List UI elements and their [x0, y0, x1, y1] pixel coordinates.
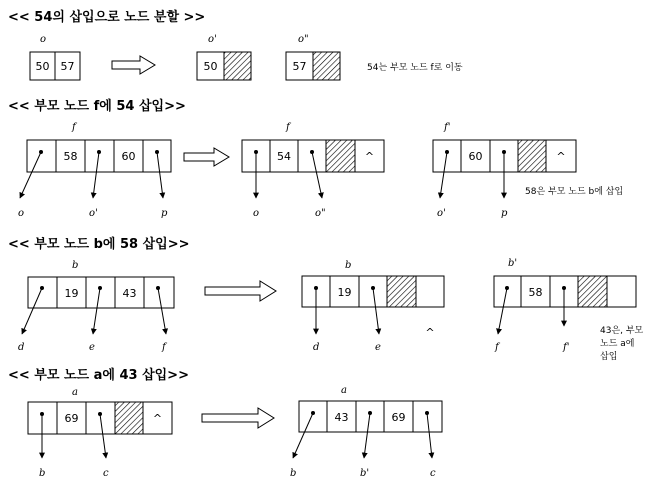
section-title-3: << 부모 노드 b에 58 삽입>> — [8, 237, 190, 252]
node-label: o — [40, 34, 47, 45]
node-o-double-prime — [286, 34, 340, 80]
annotation-note: 58은 부모 노드 b에 삽입 — [525, 187, 624, 197]
node-f-before — [18, 122, 171, 219]
child-label: f — [495, 342, 499, 353]
node-o-prime — [197, 34, 251, 80]
null-pointer: ^ — [364, 150, 375, 163]
child-label: b' — [360, 468, 370, 479]
key-cell: 43 — [334, 411, 349, 424]
child-label: o' — [437, 208, 446, 219]
key-cell: 43 — [122, 287, 137, 300]
node-f-prime — [433, 122, 576, 219]
node-b-before — [18, 260, 174, 353]
child-label: e — [89, 342, 95, 353]
empty-cell — [313, 52, 340, 80]
node-label: a — [72, 387, 78, 398]
child-label: d — [18, 342, 25, 353]
transform-arrow — [112, 56, 155, 74]
child-label: o — [18, 208, 25, 219]
node-label: o" — [298, 34, 309, 45]
node-label: b' — [508, 258, 518, 269]
key-cell: 19 — [337, 286, 352, 299]
null-pointer: ^ — [556, 150, 566, 163]
key-cell: 57 — [60, 60, 75, 73]
child-label: o — [253, 208, 260, 219]
child-label: p — [501, 208, 508, 219]
child-label: b — [290, 468, 297, 479]
key-cell: 60 — [121, 150, 136, 163]
empty-cell — [224, 52, 251, 80]
node-label: b — [345, 260, 352, 271]
node-b-after — [302, 260, 444, 353]
key-cell: 60 — [468, 150, 483, 163]
key-cell: 54 — [277, 150, 291, 163]
section-title-2: << 부모 노드 f에 54 삽입>> — [8, 99, 186, 114]
node-a-after — [290, 385, 442, 479]
key-cell: 58 — [528, 286, 543, 299]
child-label: p — [161, 208, 168, 219]
key-cell: 58 — [63, 150, 78, 163]
child-label: f' — [563, 342, 570, 353]
child-label: o" — [315, 208, 326, 219]
child-label: d — [313, 342, 320, 353]
node-o — [30, 34, 80, 80]
key-cell: 69 — [391, 411, 406, 424]
child-label: c — [430, 468, 436, 479]
child-label: b — [39, 468, 46, 479]
node-label: f — [72, 122, 76, 133]
node-label: o' — [208, 34, 217, 45]
node-label: f' — [444, 122, 451, 133]
null-pointer: ^ — [425, 326, 435, 339]
transform-arrow — [184, 148, 229, 166]
key-cell: 50 — [35, 60, 50, 73]
annotation-note: 54는 부모 노드 f로 이동 — [367, 63, 463, 73]
node-label: a — [341, 385, 347, 396]
section-title-4: << 부모 노드 a에 43 삽입>> — [8, 368, 189, 383]
node-f-after — [242, 122, 384, 219]
child-label: f — [162, 342, 166, 353]
annotation-note-line: 노드 a에 — [600, 339, 635, 349]
child-label: o' — [89, 208, 98, 219]
key-cell: 19 — [64, 287, 79, 300]
key-cell: 57 — [292, 60, 307, 73]
node-label: b — [72, 260, 79, 271]
transform-arrow — [202, 408, 274, 428]
annotation-note-line: 43은, 부모 — [600, 326, 644, 336]
node-a-before — [28, 387, 172, 479]
section-title-1: << 54의 삽입으로 노드 분할 >> — [8, 10, 206, 25]
key-cell: 50 — [203, 60, 218, 73]
transform-arrow — [205, 281, 276, 301]
child-label: c — [103, 468, 109, 479]
child-label: e — [375, 342, 381, 353]
node-label: f — [286, 122, 290, 133]
key-cell: 69 — [64, 412, 79, 425]
annotation-note-line: 삽입 — [600, 352, 618, 362]
null-pointer: ^ — [152, 412, 163, 425]
